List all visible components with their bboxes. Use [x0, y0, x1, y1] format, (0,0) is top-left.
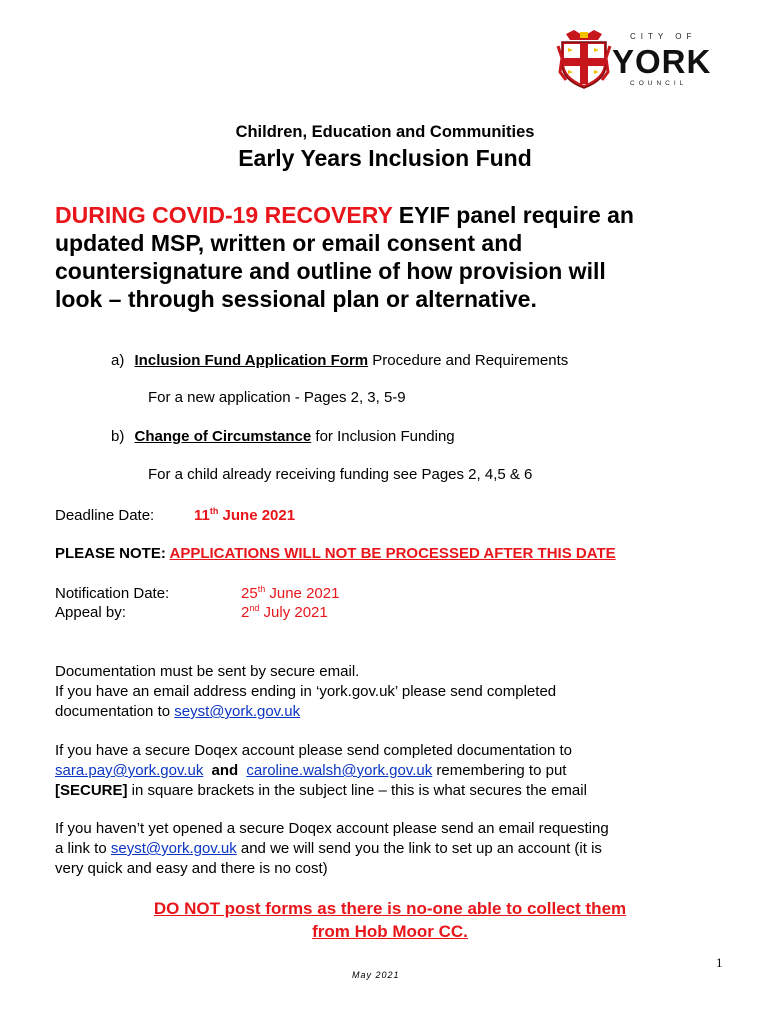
department-title: Children, Education and Communities [235, 123, 535, 141]
change-pages: For a child already receiving funding see Pages 2, 4,5 & 6 [148, 466, 533, 483]
para2-line-2: remembering to put [432, 762, 567, 779]
seyst-email-link[interactable]: seyst@york.gov.uk [174, 703, 301, 720]
logo-york-text: YORK [612, 43, 712, 80]
notification-rest: June 2021 [265, 585, 340, 602]
change-of-circumstance-link[interactable]: Change of Circumstance [134, 428, 312, 445]
list-item-text: Procedure and Requirements [368, 352, 569, 369]
appeal-suffix: nd [249, 603, 260, 613]
page-number: 1 [716, 955, 723, 970]
list-marker: a) [111, 352, 125, 369]
deadline-rest: June 2021 [218, 507, 296, 524]
covid-notice [55, 201, 745, 313]
appeal-date [241, 603, 328, 623]
para3-line-2-post: and we will send you the link to set up an account (it is [236, 840, 602, 857]
appeal-label: Appeal by: [55, 604, 126, 621]
no-doqex-paragraph [55, 819, 760, 879]
warning-line-1: DO NOT post forms as there is no-one able to collect them [153, 899, 627, 918]
appeal-rest: July 2021 [259, 604, 328, 621]
do-not-post-warning [0, 897, 770, 943]
footer-date: May 2021 [352, 970, 400, 980]
documentation-paragraph [55, 662, 755, 722]
warning-line-2: from Hob Moor CC. [312, 922, 468, 941]
list-item-application-form [111, 352, 568, 369]
sara-pay-email-link[interactable]: sara.pay@york.gov.uk [55, 762, 204, 779]
coat-of-arms-icon [556, 28, 612, 92]
para1-line-2: If you have an email address ending in ‘york.gov.uk’ please send completed [55, 683, 557, 700]
deadline-label: Deadline Date: [55, 507, 155, 524]
list-item-text: for Inclusion Funding [311, 428, 455, 445]
logo-city-text: CITY OF [630, 32, 697, 41]
para2-line-3: in square brackets in the subject line – this is what secures the email [127, 782, 587, 799]
list-marker: b) [111, 428, 125, 445]
notification-suffix: th [257, 584, 266, 594]
para3-line-3: very quick and easy and there is no cost) [55, 860, 328, 877]
and-text: and [211, 762, 239, 779]
para3-line-1: If you haven’t yet opened a secure Doqex account please send an email requesting [55, 820, 609, 837]
please-note-label: PLEASE NOTE: [55, 545, 166, 562]
deadline-suffix: th [209, 506, 219, 516]
list-item-change-of-circumstance [111, 428, 455, 445]
application-pages: For a new application - Pages 2, 3, 5-9 [148, 389, 406, 406]
covid-notice-line-2: updated MSP, written or email consent and [55, 230, 523, 256]
please-note [55, 544, 616, 564]
page-title: Early Years Inclusion Fund [238, 145, 532, 171]
covid-notice-line-3: countersignature and outline of how provision will [55, 258, 606, 284]
para1-line-1: Documentation must be sent by secure email. [55, 663, 360, 680]
deadline-day: 11 [194, 507, 210, 524]
notification-date [241, 584, 339, 604]
application-form-link[interactable]: Inclusion Fund Application Form [134, 352, 369, 369]
secure-tag: [SECURE] [55, 782, 128, 799]
caroline-walsh-email-link[interactable]: caroline.walsh@york.gov.uk [246, 762, 433, 779]
deadline-date [194, 506, 295, 526]
please-note-text: APPLICATIONS WILL NOT BE PROCESSED AFTER THIS DATE [169, 545, 616, 562]
seyst-email-link-2[interactable]: seyst@york.gov.uk [110, 840, 237, 857]
covid-notice-highlight: DURING COVID-19 RECOVERY [55, 202, 393, 228]
para2-line-1: If you have a secure Doqex account please send completed documentation to [55, 742, 572, 759]
city-of-york-logo [556, 28, 726, 92]
para3-line-2-pre: a link to [55, 840, 111, 857]
notification-label: Notification Date: [55, 585, 170, 602]
para1-line-3: documentation to [55, 703, 175, 720]
doqex-paragraph [55, 741, 760, 801]
covid-notice-line-4: look – through sessional plan or alternative. [55, 286, 537, 312]
notification-day: 25 [241, 585, 258, 602]
logo-council-text: COUNCIL [630, 80, 688, 87]
appeal-day: 2 [241, 604, 250, 621]
covid-notice-line-1: EYIF panel require an [392, 202, 634, 228]
